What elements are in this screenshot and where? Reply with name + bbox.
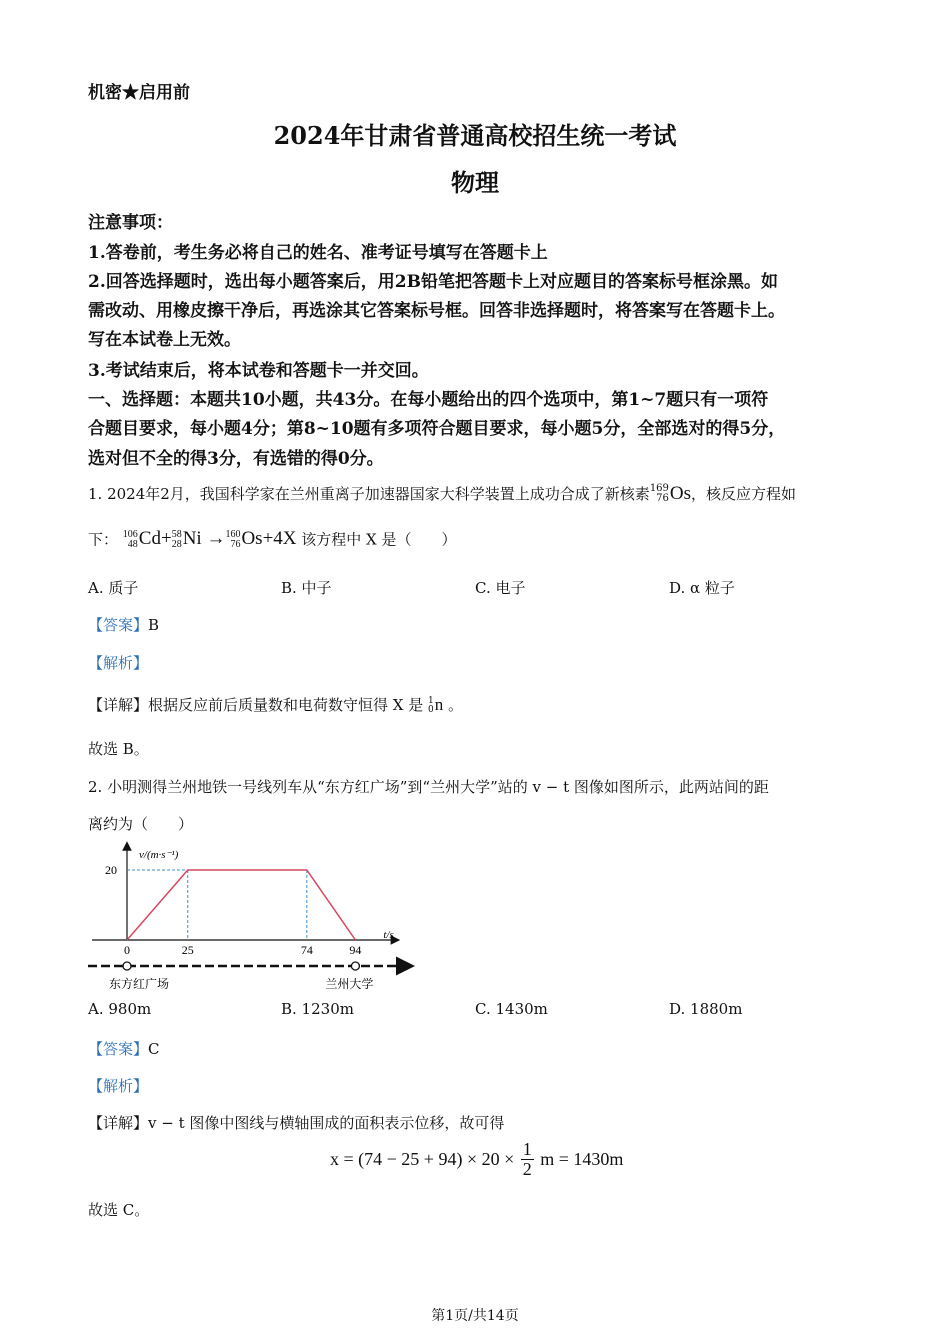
x-tick-label: 94 [349,943,362,957]
q2-detail [88,1112,504,1133]
q1-question: 该方程中 X 是（ ） [301,530,457,549]
detail-text: v − t 图像中图线与横轴围成的面积表示位移，故可得 [148,1114,505,1132]
q1-stem-line1 [88,483,796,505]
ni-charge: 28 [171,538,182,550]
q2-stem-line1: 2. 小明测得兰州地铁一号线列车从“东方红广场”到“兰州大学”站的 v − t 图像如图所示，此两站间的距 [88,778,769,796]
detail-end: 。 [448,696,464,714]
nuclide-superscripts [650,484,669,504]
q1-stem-line2 [88,528,456,550]
station-end-label: 兰州大学 [325,977,374,991]
q1-detail [88,694,463,715]
station-start-marker [123,962,131,970]
q2-formula [330,1140,623,1179]
nuclide-symbol: Os [669,483,692,504]
detail-text: 根据反应前后质量数和电荷数守恒得 X 是 [148,696,424,714]
formula-right: m = 1430m [540,1148,624,1169]
q2-answer [88,1038,160,1059]
nuclide-mass: 169 [649,483,669,494]
velocity-series-line [127,870,355,940]
notice-heading: 注意事项： [88,213,173,233]
notice-item-2-line2: 需改动、用橡皮擦干净后，再选涂其它答案标号框。回答非选择题时，将答案写在答题卡上。 [88,301,785,321]
fraction-numerator: 1 [522,1139,532,1159]
notice-item-2-line3: 写在本试卷上无效。 [88,330,241,350]
q1-stem-prefix: 下： [88,530,119,549]
neutron-charge: 0 [428,705,434,715]
q2-analysis-tag: 【解析】 [88,1077,149,1095]
cd-symbol: Cd [138,528,161,549]
y-tick-label: 20 [105,863,117,877]
notice-item-3: 3.考试结束后，将本试卷和答题卡一并交回。 [88,361,429,381]
cd-mass: 106 [122,528,138,540]
page-footer: 第1页/共14页 [431,1308,519,1324]
section1-line3: 选对但不全的得3分，有选错的得0分。 [88,449,384,469]
ni-symbol: Ni [182,528,202,549]
notice-item-1: 1.答卷前，考生务必将自己的姓名、准考证号填写在答题卡上 [88,243,548,263]
q2-option-d: D. 1880m [669,1000,743,1018]
q1-option-d: D. α 粒子 [669,579,735,597]
answer-value: C [148,1040,160,1058]
q2-conclusion: 故选 C。 [88,1201,150,1219]
answer-value: B [148,616,160,634]
subject-title: 物理 [451,168,499,197]
x-axis-label: t/s [383,929,394,941]
neutron-symbol: n [434,695,444,714]
x-tick-label: 74 [300,943,313,957]
os-mass: 160 [225,528,241,540]
nuclear-equation [123,528,301,549]
plus-sign: + [160,528,172,549]
exam-title: 2024年甘肃省普通高校招生统一考试 [273,121,677,150]
arrow-symbol: → [206,528,226,549]
q1-option-a: A. 质子 [88,579,139,597]
q1-stem-text: 1. 2024年2月，我国科学家在兰州重离子加速器国家大科学装置上成功合成了新核素 [88,485,650,503]
q1-answer [88,614,159,635]
section1-line1: 一、选择题：本题共10小题，共43分。在每小题给出的四个选项中，第1~7题只有一项符 [88,390,769,410]
answer-tag: 【答案】 [88,1040,149,1058]
q1-option-b: B. 中子 [281,579,332,597]
q2-option-c: C. 1430m [475,1000,548,1018]
q1-analysis-tag: 【解析】 [88,654,149,672]
station-start-label: 东方红广场 [108,977,170,991]
fraction-denominator: 2 [522,1158,532,1179]
nuclide-charge: 76 [656,493,669,504]
formula-fraction [521,1140,534,1179]
confidential-label: 机密★启用前 [88,83,190,103]
section1-line2: 合题目要求，每小题4分；第8~10题有多项符合题目要求，每小题5分，全部选对的得5分， [88,419,786,439]
os-charge: 76 [230,538,241,550]
q1-option-c: C. 电子 [475,579,526,597]
q2-option-b: B. 1230m [281,1000,354,1018]
formula-left: x = (74 − 25 + 94) × 20 × [330,1148,515,1169]
neutron-mass: 1 [428,696,434,706]
cd-charge: 48 [127,538,138,550]
detail-tag: 【详解】 [88,696,149,714]
y-axis-label: v/(m·s⁻¹) [139,849,179,861]
x-tick-label: 25 [181,943,194,957]
x-tick-label: 0 [124,943,130,957]
answer-tag: 【答案】 [88,616,149,634]
q1-stem-tail: ，核反应方程如 [691,485,797,503]
station-end-marker [351,962,359,970]
q1-conclusion: 故选 B。 [88,740,149,758]
ni-mass: 58 [171,528,182,540]
os-symbol: Os [241,528,263,549]
equation-tail: +4X [262,528,297,549]
q2-option-a: A. 980m [88,1000,152,1018]
notice-item-2-line1: 2.回答选择题时，选出每小题答案后，用2B铅笔把答题卡上对应题目的答案标号框涂黑。如 [88,272,778,292]
detail-tag: 【详解】 [88,1114,149,1132]
q2-stem-line2: 离约为（ ） [88,815,194,833]
vt-chart [80,840,420,995]
